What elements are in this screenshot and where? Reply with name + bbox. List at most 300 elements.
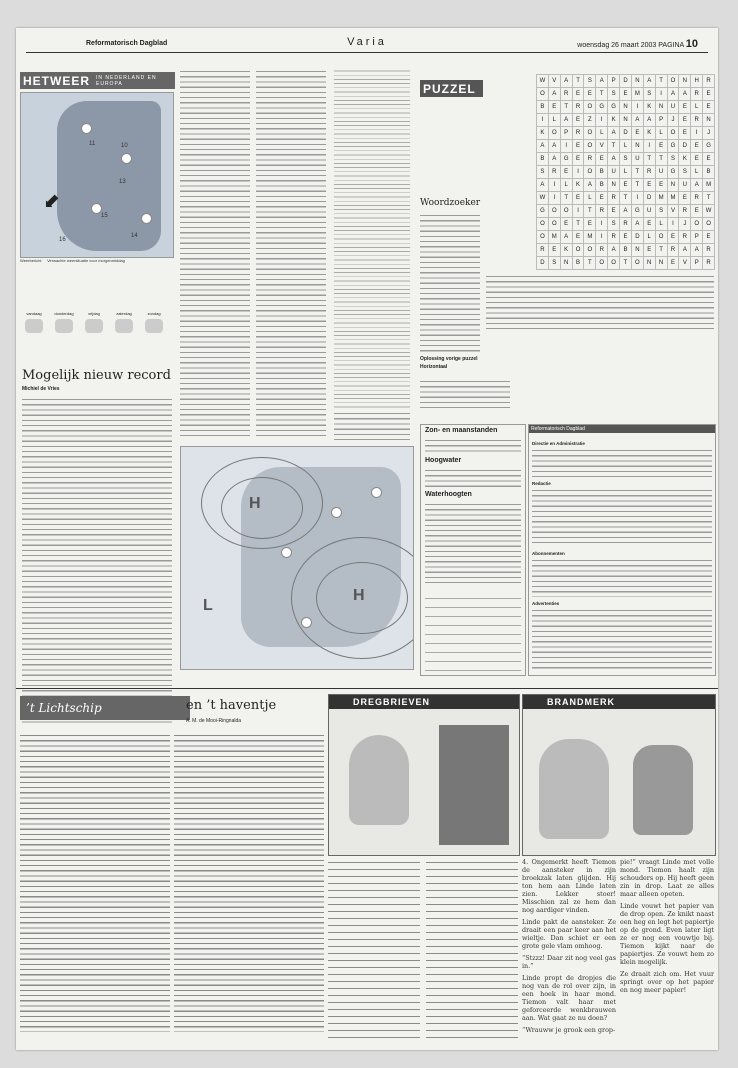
- sun-icon: [301, 617, 312, 628]
- grid-letter: G: [703, 140, 715, 153]
- grid-letter: A: [644, 75, 656, 88]
- grid-letter: A: [584, 179, 596, 192]
- rd-info-heading: Directie en Administratie: [532, 441, 585, 446]
- grid-letter: A: [691, 244, 703, 257]
- grid-letter: R: [596, 205, 608, 218]
- grid-letter: I: [549, 192, 561, 205]
- grid-letter: R: [703, 244, 715, 257]
- grid-letter: L: [644, 231, 656, 244]
- grid-letter: U: [656, 166, 668, 179]
- map-number: 13: [119, 179, 126, 185]
- grid-letter: E: [620, 88, 632, 101]
- weather-byline: Michiel de Vries: [22, 386, 60, 392]
- sun-icon: [141, 213, 152, 224]
- grid-letter: E: [620, 179, 632, 192]
- puzzle-solution-heading: Oplossing vorige puzzel: [420, 356, 478, 362]
- page-date: woensdag 26 maart 2003 PAGINA 10: [577, 38, 698, 50]
- grid-letter: T: [561, 101, 573, 114]
- grid-letter: A: [561, 75, 573, 88]
- grid-letter: H: [691, 75, 703, 88]
- grid-letter: R: [691, 88, 703, 101]
- grid-letter: L: [561, 179, 573, 192]
- grid-letter: B: [620, 244, 632, 257]
- grid-letter: I: [644, 140, 656, 153]
- grid-letter: I: [632, 101, 644, 114]
- grid-letter: L: [549, 114, 561, 127]
- sun-icon: [371, 487, 382, 498]
- grid-letter: R: [596, 244, 608, 257]
- grid-letter: E: [656, 140, 668, 153]
- grid-letter: T: [608, 140, 620, 153]
- high-pressure-icon: H: [249, 495, 261, 512]
- grid-letter: A: [561, 231, 573, 244]
- grid-letter: E: [668, 257, 680, 270]
- grid-letter: A: [632, 218, 644, 231]
- grid-letter: S: [537, 166, 549, 179]
- cloud-icon: [55, 319, 73, 333]
- cloud-icon: [25, 319, 43, 333]
- grid-letter: O: [549, 127, 561, 140]
- grid-letter: R: [561, 88, 573, 101]
- grid-letter: B: [537, 153, 549, 166]
- wind-arrow-icon: ⬋: [43, 189, 60, 213]
- grid-letter: I: [691, 127, 703, 140]
- grid-letter: M: [668, 192, 680, 205]
- grid-letter: E: [703, 88, 715, 101]
- sun-icon: [81, 123, 92, 134]
- weather-column-4-text: [334, 410, 410, 440]
- grid-letter: E: [573, 192, 585, 205]
- grid-letter: R: [620, 218, 632, 231]
- high-pressure-icon: H: [353, 587, 365, 604]
- grid-letter: O: [561, 205, 573, 218]
- map-number: 14: [131, 233, 138, 239]
- grid-letter: E: [679, 127, 691, 140]
- grid-letter: N: [632, 244, 644, 257]
- isobar: [221, 477, 303, 539]
- map-number: 15: [101, 213, 108, 219]
- grid-letter: E: [656, 179, 668, 192]
- grid-letter: K: [679, 153, 691, 166]
- grid-letter: R: [691, 192, 703, 205]
- grid-letter: O: [584, 140, 596, 153]
- grid-letter: B: [703, 166, 715, 179]
- grid-letter: W: [703, 205, 715, 218]
- rd-info-title: Reformatorisch Dagblad: [529, 425, 715, 433]
- grid-letter: N: [656, 257, 668, 270]
- grid-letter: M: [549, 231, 561, 244]
- sun-icon: [121, 153, 132, 164]
- grid-letter: R: [691, 114, 703, 127]
- grid-letter: G: [561, 153, 573, 166]
- grid-letter: O: [632, 257, 644, 270]
- grid-letter: E: [620, 231, 632, 244]
- grid-letter: B: [596, 179, 608, 192]
- grid-letter: L: [620, 140, 632, 153]
- low-pressure-icon: L: [203, 597, 213, 614]
- lichtschip-title: en ’t haventje: [186, 698, 277, 713]
- lichtschip-column-2: [174, 732, 324, 1032]
- grid-letter: T: [573, 218, 585, 231]
- publication-name: Reformatorisch Dagblad: [86, 40, 168, 47]
- grid-letter: D: [620, 127, 632, 140]
- cartoon-figure: [539, 739, 609, 839]
- sun-icon: [145, 319, 163, 333]
- dregbrieven-banner: DREGBRIEVEN: [329, 695, 519, 709]
- grid-letter: E: [679, 101, 691, 114]
- grid-letter: O: [537, 88, 549, 101]
- grid-letter: T: [656, 244, 668, 257]
- grid-letter: A: [537, 140, 549, 153]
- sun-icon: [281, 547, 292, 558]
- grid-letter: S: [608, 218, 620, 231]
- word-search-grid: [536, 74, 715, 270]
- grid-letter: R: [573, 127, 585, 140]
- dregbrieven-cartoon: [328, 694, 520, 856]
- grid-letter: A: [679, 244, 691, 257]
- cartoon-figure: [633, 745, 693, 835]
- grid-letter: E: [561, 218, 573, 231]
- grid-letter: A: [608, 153, 620, 166]
- grid-letter: L: [596, 127, 608, 140]
- forecast-day: vandaag: [22, 311, 46, 421]
- grid-letter: T: [656, 153, 668, 166]
- grid-letter: K: [537, 127, 549, 140]
- grid-letter: E: [584, 218, 596, 231]
- grid-letter: O: [703, 218, 715, 231]
- grid-letter: U: [608, 166, 620, 179]
- grid-letter: R: [703, 75, 715, 88]
- puzzle-title: Woordzoeker: [420, 198, 481, 208]
- grid-letter: E: [573, 153, 585, 166]
- grid-letter: E: [632, 127, 644, 140]
- grid-letter: E: [573, 231, 585, 244]
- forecast-day: donderdag: [52, 311, 76, 421]
- grid-letter: L: [656, 218, 668, 231]
- grid-letter: I: [561, 140, 573, 153]
- grid-letter: A: [596, 75, 608, 88]
- grid-letter: B: [537, 101, 549, 114]
- grid-letter: T: [561, 192, 573, 205]
- cloud-icon: [115, 319, 133, 333]
- grid-letter: E: [596, 153, 608, 166]
- grid-letter: R: [584, 153, 596, 166]
- grid-letter: A: [561, 114, 573, 127]
- grid-letter: A: [668, 88, 680, 101]
- grid-letter: O: [584, 244, 596, 257]
- rd-info-text: [532, 557, 712, 597]
- grid-letter: O: [668, 127, 680, 140]
- grid-letter: K: [644, 127, 656, 140]
- grid-letter: U: [668, 101, 680, 114]
- grid-letter: K: [573, 179, 585, 192]
- grid-letter: D: [620, 75, 632, 88]
- grid-letter: M: [632, 88, 644, 101]
- grid-letter: J: [668, 114, 680, 127]
- rd-info-box: [528, 424, 716, 676]
- grid-letter: A: [608, 244, 620, 257]
- grid-letter: S: [668, 153, 680, 166]
- grid-letter: R: [549, 166, 561, 179]
- grid-letter: M: [703, 179, 715, 192]
- rd-info-heading: Advertenties: [532, 601, 560, 606]
- brandmerk-banner: BRANDMERK: [523, 695, 715, 709]
- puzzle-banner: PUZZEL: [420, 80, 483, 97]
- weather-article-body: [22, 396, 172, 726]
- puzzle-clues: [486, 273, 714, 333]
- grid-letter: G: [537, 205, 549, 218]
- grid-letter: T: [620, 257, 632, 270]
- grid-letter: I: [596, 231, 608, 244]
- grid-letter: I: [549, 179, 561, 192]
- grid-letter: B: [573, 257, 585, 270]
- grid-letter: V: [668, 205, 680, 218]
- grid-letter: O: [584, 166, 596, 179]
- grid-letter: E: [679, 114, 691, 127]
- weather-map-netherlands: [20, 92, 174, 258]
- grid-letter: A: [691, 179, 703, 192]
- grid-letter: O: [549, 218, 561, 231]
- grid-letter: L: [691, 101, 703, 114]
- grid-letter: J: [703, 127, 715, 140]
- grid-letter: U: [632, 153, 644, 166]
- grid-letter: N: [703, 114, 715, 127]
- grid-letter: I: [573, 205, 585, 218]
- puzzle-instructions: [420, 212, 480, 352]
- grid-letter: A: [537, 179, 549, 192]
- grid-letter: T: [644, 153, 656, 166]
- weather-column-2: [180, 68, 250, 438]
- grid-letter: E: [608, 205, 620, 218]
- grid-letter: R: [537, 244, 549, 257]
- grid-letter: N: [632, 75, 644, 88]
- grid-letter: T: [620, 192, 632, 205]
- grid-letter: U: [679, 179, 691, 192]
- grid-letter: M: [584, 231, 596, 244]
- grid-letter: R: [703, 257, 715, 270]
- grid-letter: W: [537, 75, 549, 88]
- rd-info-heading: Abonnementen: [532, 551, 565, 556]
- grid-letter: T: [584, 257, 596, 270]
- grid-letter: E: [703, 153, 715, 166]
- grid-letter: O: [584, 101, 596, 114]
- grid-letter: K: [561, 244, 573, 257]
- grid-letter: A: [549, 140, 561, 153]
- grid-letter: D: [679, 140, 691, 153]
- grid-letter: T: [632, 179, 644, 192]
- grid-letter: A: [679, 88, 691, 101]
- grid-letter: E: [679, 192, 691, 205]
- grid-letter: I: [573, 166, 585, 179]
- grid-letter: E: [549, 244, 561, 257]
- rd-info-text: [532, 447, 712, 477]
- grid-letter: N: [608, 179, 620, 192]
- map-number: 11: [89, 141, 96, 147]
- grid-letter: E: [691, 205, 703, 218]
- map-caption: Weerbericht Verwachte weersituatie voor morgenmiddag: [20, 258, 125, 263]
- grid-letter: O: [573, 244, 585, 257]
- brandmerk-text-1: 4. Ongemerkt heeft Tiemon de aansteker in zijn broekzak laten glijden. Hij ton hem aan Linde laten zien. Lekker stoer! Misschien zal ze hem dan nog aardiger vinden. Linde pakt de aansteker. Ze draait een paar keer aan het wieltje. Dan schiet er een grote gele vlam omhoog. “Stzzz! Daar zit nog veel gas in.” Linde propt de dropjes die nog van de rol over zijn, in een hoek in haar mond. Tiemon valt haar met geforceerde wenkbrauwen aan. Wat gaat ze nu doen? “Wrauww je grook een grop-: [522, 858, 616, 1034]
- grid-letter: I: [596, 218, 608, 231]
- grid-letter: I: [668, 218, 680, 231]
- grid-letter: S: [656, 205, 668, 218]
- section-title: Varia: [347, 36, 387, 48]
- europe-city-table: [334, 68, 410, 408]
- dregbrieven-text-2: [426, 858, 518, 1038]
- grid-letter: N: [620, 114, 632, 127]
- grid-letter: O: [668, 75, 680, 88]
- hoogwater-text: [425, 467, 521, 489]
- grid-letter: V: [679, 257, 691, 270]
- grid-letter: T: [656, 75, 668, 88]
- grid-letter: R: [679, 205, 691, 218]
- grid-letter: E: [668, 231, 680, 244]
- rd-info-heading: Redactie: [532, 481, 551, 486]
- grid-letter: R: [644, 166, 656, 179]
- grid-letter: J: [679, 218, 691, 231]
- grid-letter: E: [596, 192, 608, 205]
- section-divider: [16, 688, 718, 689]
- grid-letter: E: [703, 231, 715, 244]
- grid-letter: T: [584, 205, 596, 218]
- grid-letter: Z: [584, 114, 596, 127]
- grid-letter: O: [596, 257, 608, 270]
- sun-moon-box: [420, 424, 526, 676]
- weather-banner: HETWEER IN NEDERLAND EN EUROPA: [20, 72, 175, 89]
- forecast-day: vrijdag: [82, 311, 106, 421]
- grid-letter: U: [644, 205, 656, 218]
- grid-letter: I: [537, 114, 549, 127]
- grid-letter: S: [584, 75, 596, 88]
- grid-letter: E: [573, 114, 585, 127]
- grid-letter: P: [691, 231, 703, 244]
- grid-letter: E: [644, 179, 656, 192]
- grid-letter: T: [703, 192, 715, 205]
- grid-letter: A: [608, 127, 620, 140]
- grid-letter: I: [632, 192, 644, 205]
- grid-letter: M: [656, 192, 668, 205]
- europe-weather-map: [180, 446, 414, 670]
- weather-column-3: [256, 68, 326, 438]
- grid-letter: E: [703, 101, 715, 114]
- grid-letter: T: [596, 88, 608, 101]
- grid-letter: N: [620, 101, 632, 114]
- grid-letter: A: [620, 205, 632, 218]
- grid-letter: K: [644, 101, 656, 114]
- sun-icon: [331, 507, 342, 518]
- forecast-day: zondag: [142, 311, 166, 421]
- grid-letter: O: [691, 218, 703, 231]
- grid-letter: I: [596, 114, 608, 127]
- grid-letter: R: [608, 192, 620, 205]
- grid-letter: R: [608, 231, 620, 244]
- puzzle-horizontal-heading: Horizontaal: [420, 364, 448, 370]
- grid-letter: P: [691, 257, 703, 270]
- lichtschip-banner: ’t Lichtschip: [20, 696, 190, 720]
- grid-letter: N: [644, 257, 656, 270]
- land-shape: [57, 101, 161, 251]
- cartoon-figure: [349, 735, 409, 825]
- grid-letter: O: [537, 231, 549, 244]
- grid-letter: E: [549, 101, 561, 114]
- brandmerk-cartoon: [522, 694, 716, 856]
- weather-legend: [425, 593, 521, 671]
- grid-letter: A: [549, 88, 561, 101]
- grid-letter: W: [537, 192, 549, 205]
- waterhoogten-text: [425, 501, 521, 585]
- grid-letter: T: [632, 166, 644, 179]
- grid-letter: A: [632, 114, 644, 127]
- grid-letter: R: [573, 101, 585, 114]
- map-number: 10: [121, 143, 128, 149]
- grid-letter: R: [668, 244, 680, 257]
- map-number: 16: [59, 237, 66, 243]
- grid-letter: K: [608, 114, 620, 127]
- weather-column-5-text: [420, 378, 510, 412]
- grid-letter: N: [656, 101, 668, 114]
- grid-letter: O: [537, 218, 549, 231]
- grid-letter: S: [620, 153, 632, 166]
- brandmerk-text-2: pie!” vraagt Linde met volle mond. Tiemon haalt zijn schouders op. Hij heeft geen zin in drop. Laat ze alles maar alleen opeten. Linde vouwt het papier van de drop open. Ze knikt naast een heg en legt het papiertje op de grond. Even later ligt ze er nog een vouwtje bij. Tiemon kijkt naar de papiertjes. Ze vouwt hem zo klein mogelijk. Ze draait zich om. Het vuur springt over op het papier en nog meer papier!: [620, 858, 714, 994]
- grid-letter: E: [573, 140, 585, 153]
- grid-letter: O: [656, 231, 668, 244]
- grid-letter: V: [549, 75, 561, 88]
- grid-letter: E: [561, 166, 573, 179]
- grid-letter: P: [608, 75, 620, 88]
- weather-headline: Mogelijk nieuw record: [22, 368, 171, 383]
- rd-info-text: [532, 607, 712, 671]
- grid-letter: D: [644, 192, 656, 205]
- grid-letter: R: [679, 231, 691, 244]
- dregbrieven-text-1: [328, 858, 420, 1038]
- grid-letter: O: [608, 257, 620, 270]
- grid-letter: G: [668, 140, 680, 153]
- grid-letter: D: [537, 257, 549, 270]
- rd-info-text: [532, 487, 712, 547]
- grid-letter: I: [656, 88, 668, 101]
- grid-letter: O: [584, 127, 596, 140]
- grid-letter: N: [632, 140, 644, 153]
- grid-letter: G: [608, 101, 620, 114]
- grid-letter: G: [596, 101, 608, 114]
- grid-letter: A: [549, 153, 561, 166]
- grid-letter: T: [573, 75, 585, 88]
- page-header: [26, 34, 708, 53]
- grid-letter: D: [632, 231, 644, 244]
- grid-letter: E: [644, 244, 656, 257]
- grid-letter: E: [573, 88, 585, 101]
- grid-letter: B: [596, 166, 608, 179]
- grid-letter: N: [561, 257, 573, 270]
- grid-letter: P: [561, 127, 573, 140]
- newspaper-page: [16, 28, 718, 1050]
- grid-letter: E: [691, 140, 703, 153]
- grid-letter: L: [656, 127, 668, 140]
- sun-moon-text: [425, 437, 521, 455]
- grid-letter: E: [584, 88, 596, 101]
- grid-letter: S: [608, 88, 620, 101]
- grid-letter: O: [549, 205, 561, 218]
- grid-letter: L: [620, 166, 632, 179]
- grid-letter: S: [679, 166, 691, 179]
- cloud-icon: [85, 319, 103, 333]
- grid-letter: G: [668, 166, 680, 179]
- grid-letter: E: [644, 218, 656, 231]
- lichtschip-column-1: [20, 732, 170, 1032]
- grid-letter: G: [632, 205, 644, 218]
- waterhoogten-title: Waterhoogten: [425, 491, 472, 498]
- grid-letter: N: [668, 179, 680, 192]
